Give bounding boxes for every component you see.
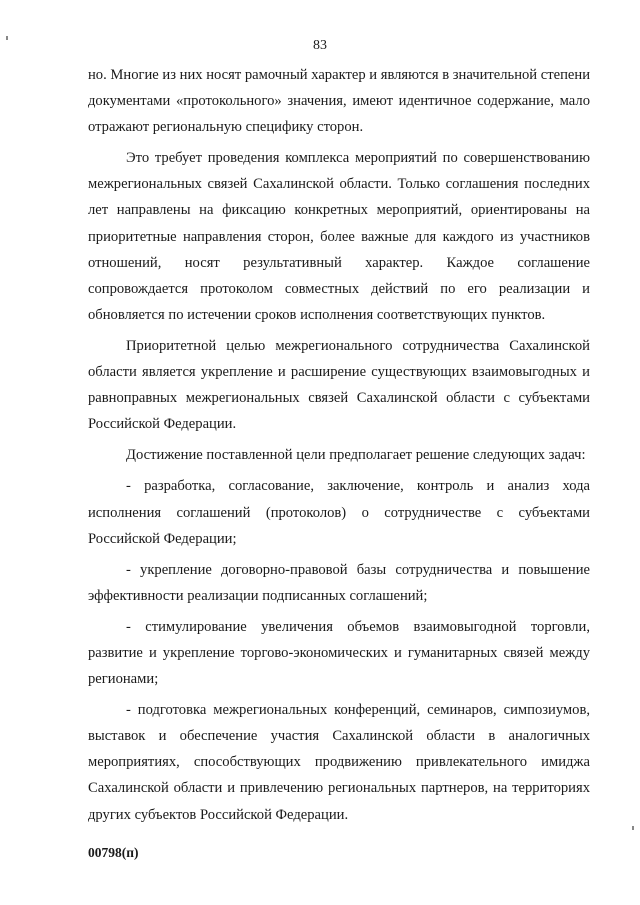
page-text [88,62,590,828]
paragraph-tasks-intro: Достижение поставленной цели предполагает решение следующих задач: [126,447,586,464]
paragraph-continuation: но. Многие из них носят рамочный характер и являются в значительной степени документами «протокольного» значения, имеют идентичное содержание, мало отражают региональную специфику сторон. [88,67,591,136]
list-item-legal-base: - укрепление договорно-правовой базы сотрудничества и повышение эффективности реализации подписанных соглашений; [88,561,590,604]
scan-mark [632,826,634,830]
paragraph-measures: Это требует проведения комплекса мероприятий по совершенствованию межрегиональных связей Сахалинской области. Только соглашения последних лет направлены на фиксацию конкретных мероприятий, ориентированы на приоритетные направления сторон, более важные для каждого из участников отношений, носят результативный характер. Каждое соглашение сопровождается протоколом совместных действий по его реализации и обновляется по истечении сроков исполнения соответствующих пунктов. [88,150,590,323]
list-item-trade: - стимулирование увеличения объемов взаимовыгодной торговли, развитие и укрепление торгово-экономических и гуманитарных связей между регионами; [88,618,590,688]
document-code: 00798(п) [88,845,139,860]
paragraph-priority-goal: Приоритетной целью межрегионального сотрудничества Сахалинской области является укрепление и расширение существующих взаимовыгодных и равноправных межрегиональных связей Сахалинской области с субъектами Российской Федерации. [88,337,590,433]
scan-mark [6,36,8,40]
list-item-agreements: - разработка, согласование, заключение, контроль и анализ хода исполнения соглашений (протоколов) о сотрудничестве с субъектами Российской Федерации; [88,478,590,547]
list-item-conferences: - подготовка межрегиональных конференций, семинаров, симпозиумов, выставок и обеспечение участия Сахалинской области в аналогичных мероприятиях, способствующих продвижению привлекательного имиджа Сахалинской области и привлечению региональных партнеров, на территориях других субъектов Российской Федерации. [88,702,590,823]
page-number: 83 [313,38,327,53]
